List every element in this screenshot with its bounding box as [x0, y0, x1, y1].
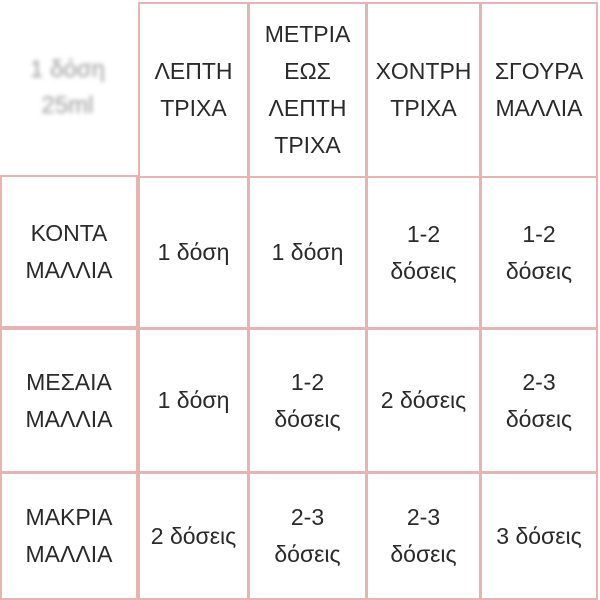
- table-cell: 1-2 δόσεις: [480, 176, 598, 329]
- table-cell: 3 δόσεις: [480, 472, 598, 600]
- table-cell: 1 δόση: [138, 176, 249, 329]
- table-cell: 2 δόσεις: [138, 472, 249, 600]
- column-header-thick-hair: ΧΟΝΤΡΗ ΤΡΙΧΑ: [366, 2, 481, 178]
- table-cell: 1 δόση: [138, 328, 249, 473]
- column-header-medium-to-thin-hair: ΜΕΤΡΙΑ ΕΩΣ ΛΕΠΤΗ ΤΡΙΧΑ: [248, 2, 367, 178]
- column-header-curly-hair: ΣΓΟΥΡΑ ΜΑΛΛΙΑ: [480, 2, 598, 178]
- table-cell: 1-2 δόσεις: [248, 328, 367, 473]
- table-cell: 2 δόσεις: [366, 328, 481, 473]
- corner-dose-label: 1 δόση 25ml: [30, 55, 105, 119]
- row-header-medium-hair: ΜΕΣΑΙΑ ΜΑΛΛΙΑ: [0, 328, 138, 473]
- table-cell: 2-3 δόσεις: [366, 472, 481, 600]
- table-cell: 1 δόση: [248, 176, 367, 329]
- row-header-long-hair: ΜΑΚΡΙΑ ΜΑΛΛΙΑ: [0, 472, 138, 600]
- row-header-short-hair: ΚΟΝΤΑ ΜΑΛΛΙΑ: [0, 175, 138, 328]
- column-header-thin-hair: ΛΕΠΤΗ ΤΡΙΧΑ: [138, 2, 249, 178]
- table-cell: 2-3 δόσεις: [480, 328, 598, 473]
- table-cell: 1-2 δόσεις: [366, 176, 481, 329]
- table-cell: 2-3 δόσεις: [248, 472, 367, 600]
